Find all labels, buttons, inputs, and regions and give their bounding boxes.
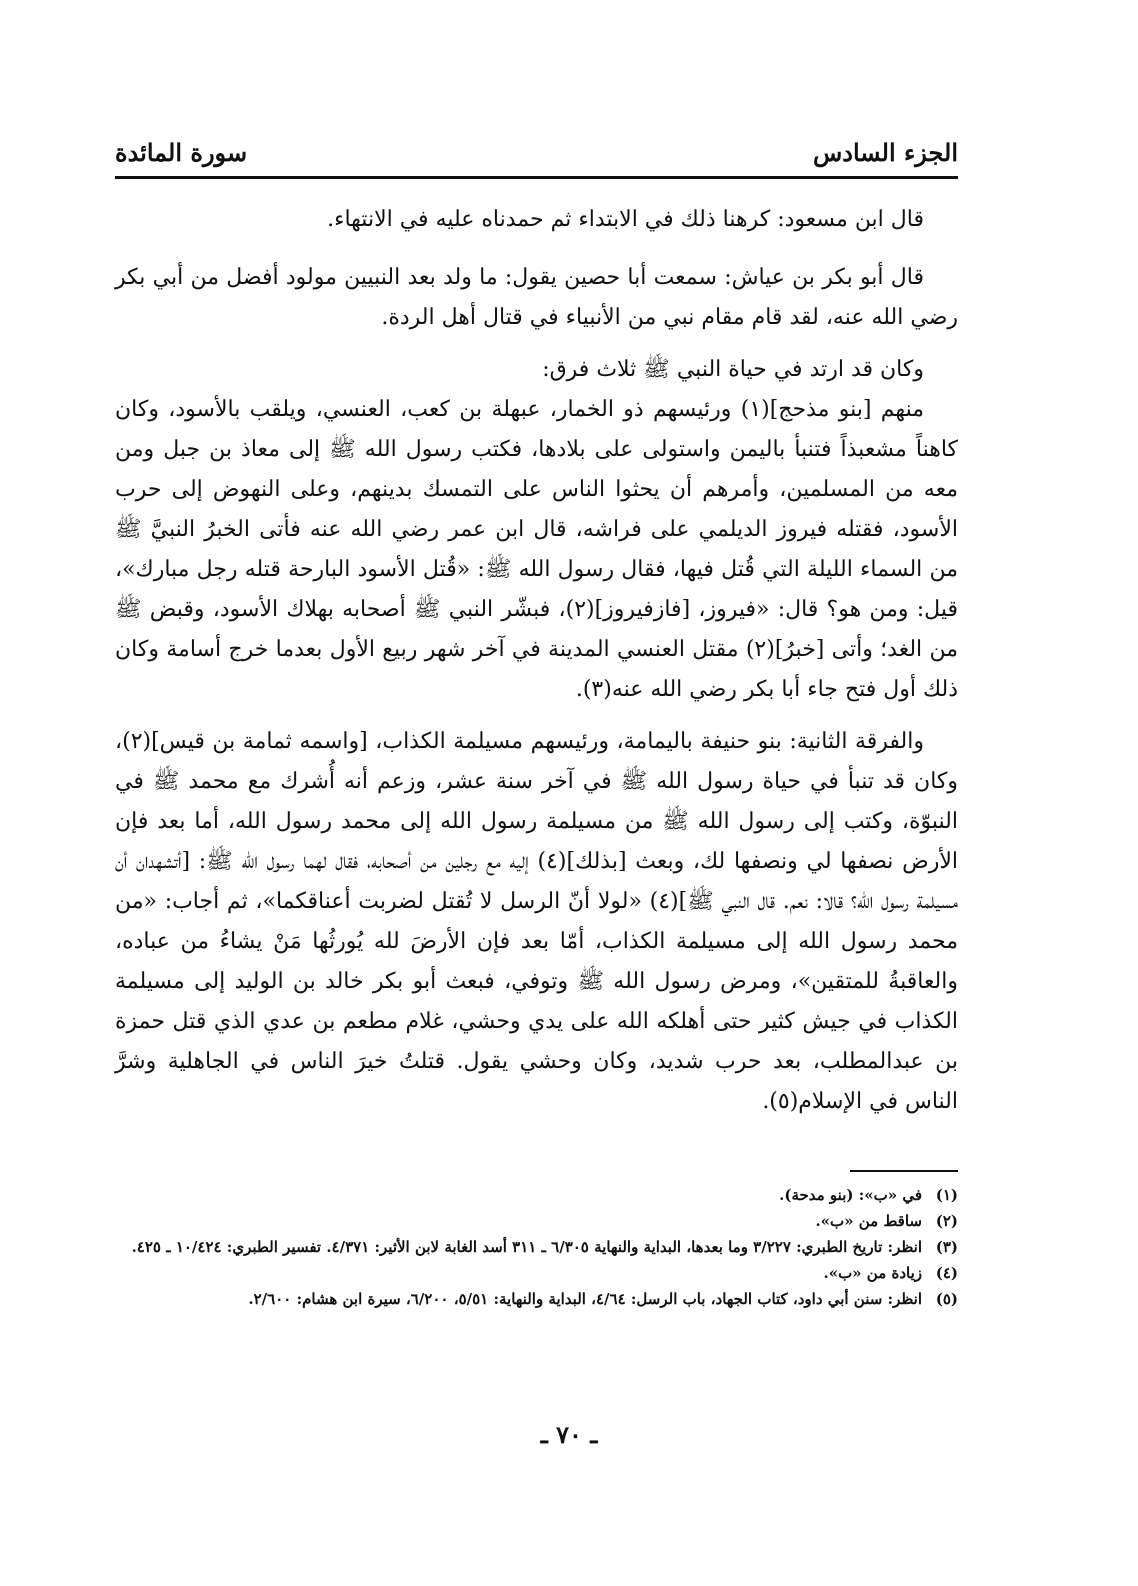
footnote-number: (٥) (935, 1290, 958, 1308)
part-title: الجزء السادس (812, 137, 958, 167)
footnote-number: (٢) (935, 1212, 958, 1230)
header-rule (115, 176, 958, 179)
footnote-text: في «ب»: (بنو مدحة). (779, 1186, 922, 1204)
footnote-3 (115, 1234, 958, 1260)
paragraph-first-group: منهم [بنو مذحج](١) ورئيسهم ذو الخمار، عبهلة بن كعب، العنسي، ويلقب بالأسود، وكان كاهناً مشعبذاً فتنبأ باليمن واستولى على بلادها، فكتب رسول الله ﷺ إلى معاذ بن جبل ومن معه من المسلمين، وأمرهم أن يحثوا الناس على التمسك بدينهم، وعلى النهوض إلى حرب الأسود، فقتله فيروز الديلمي على فراشه، قال ابن عمر رضي الله عنه فأتى الخبرُ النبيَّ ﷺ من السماء الليلة التي قُتل فيها، فقال رسول الله ﷺ: «قُتل الأسود البارحة قتله رجل مبارك»، قيل: ومن هو؟ قال: «فيروز، [فازفيروز](٢)، فبشّر النبي ﷺ أصحابه بهلاك الأسود، وقبض ﷺ من الغد؛ وأتى [خبرُ](٢) مقتل العنسي المدينة في آخر شهر ربيع الأول بعدما خرج أسامة وكان ذلك أول فتح جاء أبا بكر رضي الله عنه(٣). (115, 397, 958, 702)
main-text (115, 200, 958, 1134)
surah-title: سورة المائدة (115, 137, 248, 167)
paragraph-three-groups: وكان قد ارتد في حياة النبي ﷺ ثلاث فرق: (542, 357, 924, 382)
footnote-4 (115, 1260, 958, 1286)
footnote-number: (٣) (935, 1238, 958, 1256)
footnote-text: ساقط من «ب». (815, 1212, 922, 1230)
page-number: ـ ٧٠ ـ (540, 1420, 598, 1449)
paragraph-second-group: والفرقة الثانية: بنو حنيفة باليمامة، ورئيسهم مسيلمة الكذاب، [واسمه ثمامة بن قيس](٢)، وكان قد تنبأ في حياة رسول الله ﷺ في آخر سنة عشر، وزعم أنه أُشرك مع محمد ﷺ في النبوّة، وكتب إلى رسول الله ﷺ من مسيلمة رسول الله إلى محمد رسول الله، أما بعد فإن الأرض نصفها لي ونصفها لك، وبعث [بذلك](٤) إليه مع رجلين من أصحابه، فقال لهما رسول الله ﷺ: [أتشهدان أن مسيلمة رسول الله؟ قالا: نعم. قال النبي ﷺ](٤) «لولا أنّ الرسل لا تُقتل لضربت أعناقكما»، ثم أجاب: «من محمد رسول الله إلى مسيلمة الكذاب، أمّا بعد فإن الأرضَ لله يُورثُها مَنْ يشاءُ من عباده، والعاقبةُ للمتقين»، ومرض رسول الله ﷺ وتوفي، فبعث أبو بكر خالد بن الوليد إلى مسيلمة الكذاب في جيش كثير حتى أهلكه الله على يدي وحشي، غلام مطعم بن عدي الذي قتل حمزة بن عبدالمطلب، بعد حرب شديد، وكان وحشي يقول. قتلتُ خيرَ الناس في الجاهلية وشرَّ الناس في الإسلام(٥). (115, 729, 958, 1114)
footnote-rule (850, 1170, 958, 1172)
footnotes (115, 1182, 958, 1312)
footnote-text: زيادة من «ب». (823, 1264, 922, 1282)
footnote-number: (٤) (935, 1264, 958, 1282)
footnote-1 (115, 1182, 958, 1208)
paragraph-abu-bakr-ayyash: قال أبو بكر بن عياش: سمعت أبا حصين يقول: ما ولد بعد النبيين مولود أفضل من أبي بكر رضي الله عنه، لقد قام مقام نبي من الأنبياء في قتال أهل الردة. (115, 265, 958, 330)
footnote-2 (115, 1208, 958, 1234)
footnote-text: انظر: تاريخ الطبري: ٣/٢٢٧ وما بعدها، البداية والنهاية ٦/٣٠٥ ـ ٣١١ أسد الغابة لابن الأثير: ٤/٣٧١. تفسير الطبري: ١٠/٤٢٤ ـ ٤٢٥. (131, 1238, 922, 1256)
paragraph-ibn-masud: قال ابن مسعود: كرهنا ذلك في الابتداء ثم حمدناه عليه في الانتهاء. (327, 207, 924, 232)
running-header (115, 130, 958, 174)
footnote-number: (١) (935, 1186, 958, 1204)
footnote-text: انظر: سنن أبي داود، كتاب الجهاد، باب الرسل: ٤/٦٤، البداية والنهاية: ٥/٥١، ٦/٢٠٠، سيرة ابن هشام: ٢/٦٠٠. (248, 1290, 922, 1308)
footnote-5 (115, 1286, 958, 1312)
